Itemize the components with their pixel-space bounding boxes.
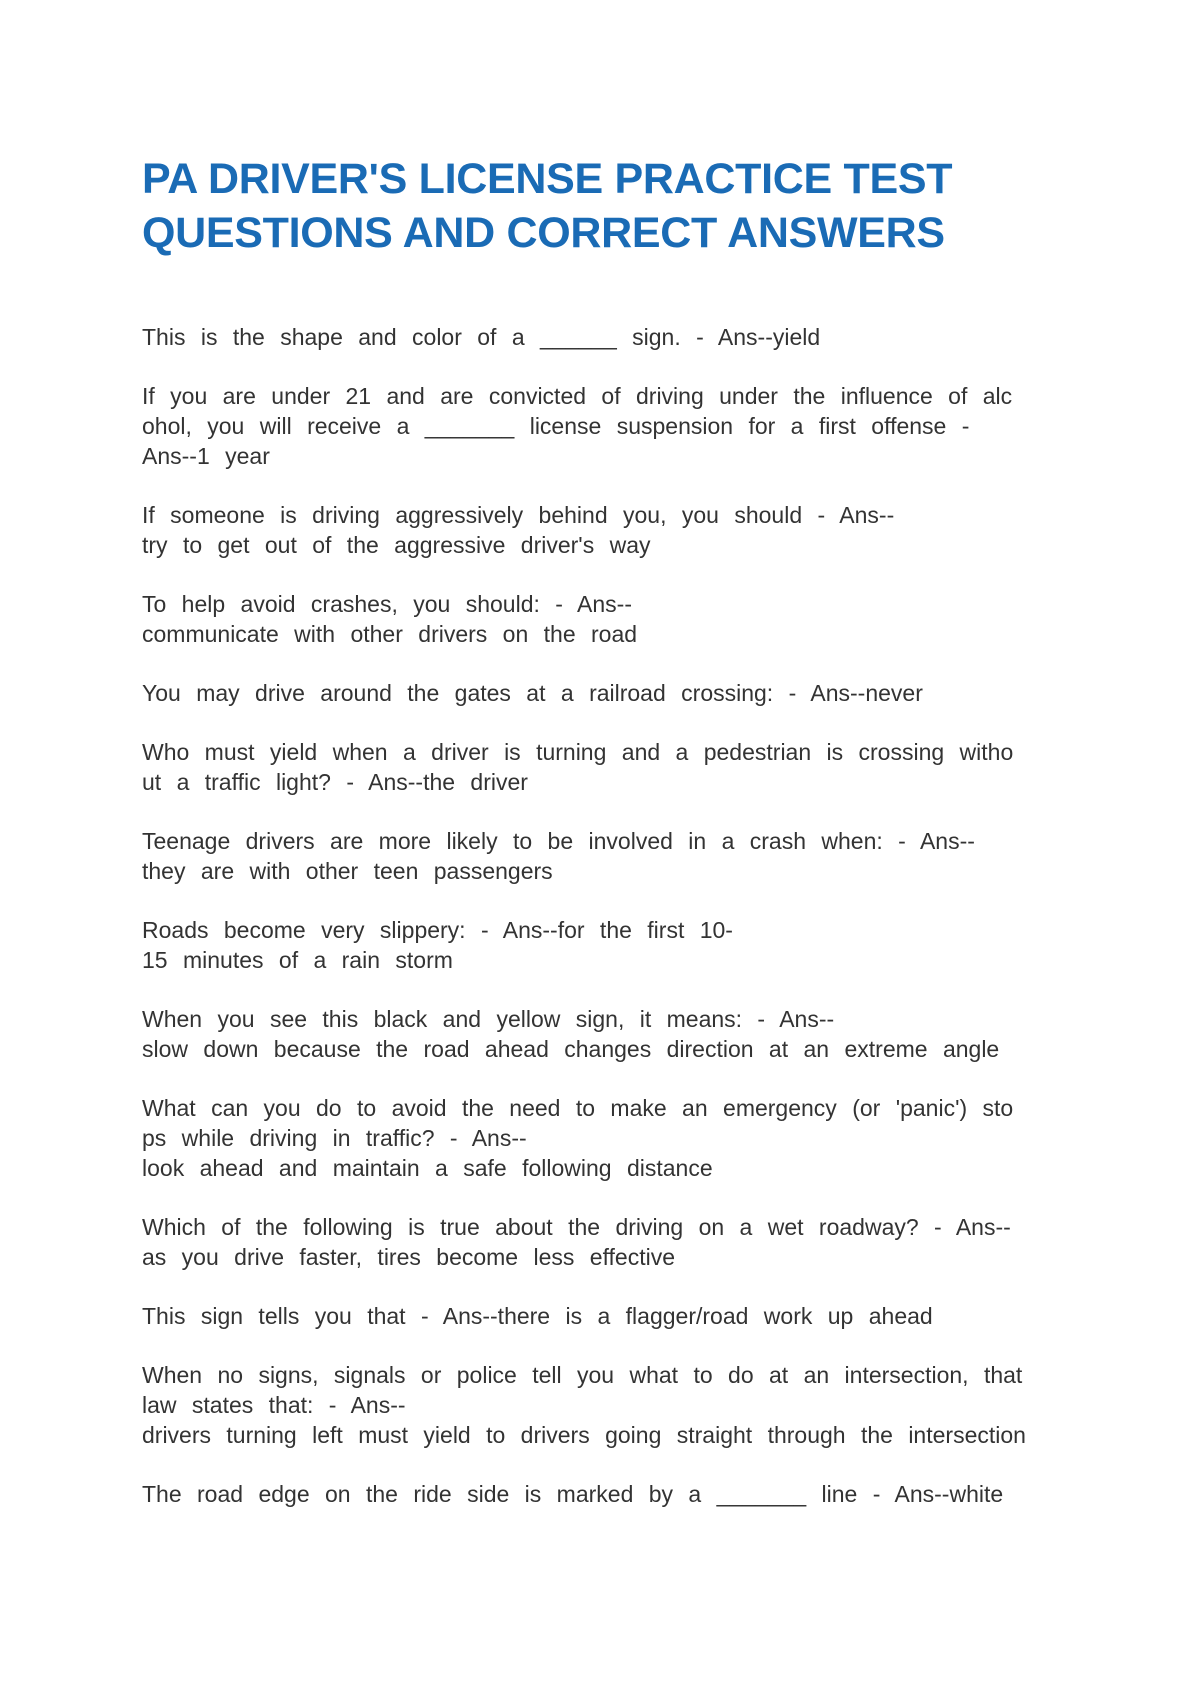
qa-item: To help avoid crashes, you should: - Ans-- communicate with other drivers on the road <box>142 591 638 647</box>
qa-item: If you are under 21 and are convicted of driving under the influence of alc ohol, you will receive a _______ license suspension for a first offense - Ans--1 year <box>142 383 1013 469</box>
qa-item: Roads become very slippery: - Ans--for the first 10- 15 minutes of a rain storm <box>142 917 733 973</box>
page-title <box>142 152 1082 260</box>
title-line-1: PA DRIVER'S LICENSE PRACTICE TEST <box>142 155 953 203</box>
qa-list <box>142 322 1062 1538</box>
qa-item: This is the shape and color of a ______ sign. - Ans--yield <box>142 324 821 350</box>
title-line-2: QUESTIONS AND CORRECT ANSWERS <box>142 209 945 257</box>
qa-item: Teenage drivers are more likely to be involved in a crash when: - Ans-- they are with other teen passengers <box>142 828 975 884</box>
qa-item: The road edge on the ride side is marked by a _______ line - Ans--white <box>142 1481 1004 1507</box>
qa-item: If someone is driving aggressively behind you, you should - Ans-- try to get out of the aggressive driver's way <box>142 502 895 558</box>
qa-item: When you see this black and yellow sign, it means: - Ans-- slow down because the road ahead changes direction at an extreme angle <box>142 1006 1000 1062</box>
qa-item: You may drive around the gates at a railroad crossing: - Ans--never <box>142 680 923 706</box>
qa-item: This sign tells you that - Ans--there is a flagger/road work up ahead <box>142 1303 933 1329</box>
qa-item: Who must yield when a driver is turning and a pedestrian is crossing witho ut a traffic light? - Ans--the driver <box>142 739 1014 795</box>
qa-item: What can you do to avoid the need to make an emergency (or 'panic') sto ps while driving in traffic? - Ans-- look ahead and maintain a safe following distance <box>142 1095 1014 1181</box>
qa-item: When no signs, signals or police tell you what to do at an intersection, that law states that: - Ans-- drivers turning left must yield to drivers going straight through the intersection <box>142 1362 1026 1448</box>
qa-item: Which of the following is true about the driving on a wet roadway? - Ans-- as you drive faster, tires become less effective <box>142 1214 1011 1270</box>
